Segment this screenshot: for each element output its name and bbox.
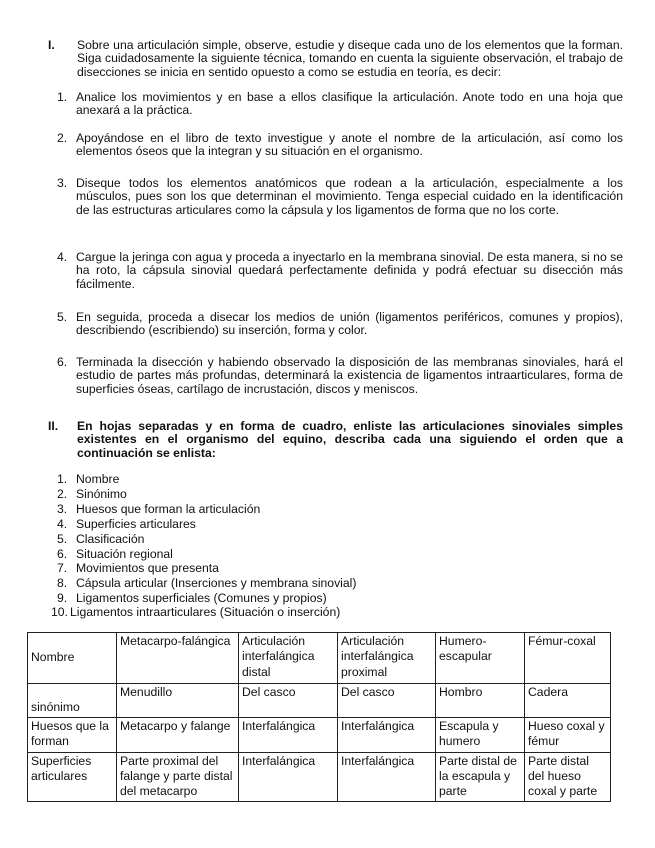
list-item bbox=[57, 577, 356, 589]
step-number: 1. bbox=[57, 90, 68, 104]
table-cell: Interfalángica bbox=[239, 718, 338, 753]
table-row bbox=[28, 684, 611, 718]
step-text: Terminada la disección y habiendo observado la disposición de las membranas sinoviales, hará el estudio de partes más profundas, determinará la existencia de ligamentos intraarticulares, forma de superficies óseas, cartílago de incrustación, discos y meniscos. bbox=[76, 355, 623, 396]
step-text: En seguida, proceda a disecar los medios de unión (ligamentos periféricos, comunes y propios), describiendo (escribiendo) su inserción, forma y color. bbox=[76, 310, 623, 338]
list-number: 8. bbox=[57, 576, 68, 590]
list-item bbox=[57, 562, 219, 574]
section-1-text: Sobre una articulación simple, observe, estudie y diseque cada uno de los elementos que la forman. Siga cuidadosamente la siguiente técnica, tomando en cuenta la siguiente observación, el trabajo de disecciones se inicia en sentido opuesto a como se estudia en teoría, es decir: bbox=[77, 38, 623, 79]
list-text: Movimientos que presenta bbox=[76, 561, 219, 575]
table-row bbox=[28, 633, 611, 684]
list-text: Cápsula articular (Inserciones y membrana sinovial) bbox=[76, 576, 357, 590]
list-number: 4. bbox=[57, 517, 68, 531]
list-number: 10. bbox=[51, 605, 68, 619]
table-cell: Menudillo bbox=[117, 684, 239, 718]
list-number: 1. bbox=[57, 472, 68, 486]
step-number: 5. bbox=[57, 310, 68, 324]
list-text: Ligamentos superficiales (Comunes y propios) bbox=[76, 591, 327, 605]
list-number: 3. bbox=[57, 502, 68, 516]
list-text: Nombre bbox=[76, 472, 120, 486]
list-item bbox=[57, 592, 327, 604]
section-2-numeral: II. bbox=[48, 419, 59, 433]
list-item bbox=[57, 548, 173, 560]
list-number: 2. bbox=[57, 487, 68, 501]
list-text: Huesos que forman la articulación bbox=[76, 502, 261, 516]
table-row bbox=[28, 752, 611, 802]
table-cell: Superficies articulares bbox=[28, 752, 117, 802]
step-number: 6. bbox=[57, 355, 68, 369]
list-text: Sinónimo bbox=[76, 487, 127, 501]
step-text: Diseque todos los elementos anatómicos que rodean a la articulación, especialmente a los músculos, pues son los que determinan el movimiento. Tenga especial cuidado en la identificación de las estructuras articulares como la cápsula y los ligamentos de forma que no los corte. bbox=[76, 176, 623, 217]
table-cell: sinónimo bbox=[28, 684, 117, 718]
list-text: Ligamentos intraarticulares (Situación o inserción) bbox=[70, 605, 341, 619]
table-row bbox=[28, 718, 611, 753]
step-text: Cargue la jeringa con agua y proceda a inyectarlo en la membrana sinovial. De esta manera, si no se ha roto, la cápsula sinovial quedará perfectamente definida y podrá efectuar su disección más fácilmente. bbox=[76, 250, 623, 291]
list-item bbox=[57, 488, 127, 500]
table-cell: Hueso coxal y fémur bbox=[525, 718, 611, 753]
list-number: 6. bbox=[57, 547, 68, 561]
table-cell: Del casco bbox=[239, 684, 338, 718]
table-cell: Articulación interfalángica distal bbox=[239, 633, 338, 684]
step-number: 3. bbox=[57, 176, 68, 190]
list-item bbox=[57, 518, 196, 530]
articulations-table bbox=[27, 632, 611, 802]
list-item bbox=[57, 473, 119, 485]
table-cell: Parte distal del hueso coxal y parte bbox=[525, 752, 611, 802]
table-cell: Metacarpo-falángica bbox=[117, 633, 239, 684]
step-number: 4. bbox=[57, 250, 68, 264]
list-text: Superficies articulares bbox=[76, 517, 196, 531]
list-text: Clasificación bbox=[76, 532, 145, 546]
table-cell: Interfalángica bbox=[239, 752, 338, 802]
table-cell: Huesos que la forman bbox=[28, 718, 117, 753]
table-cell: Metacarpo y falange bbox=[117, 718, 239, 753]
list-item bbox=[57, 503, 260, 515]
list-item bbox=[51, 605, 341, 619]
table-cell: Humero-escapular bbox=[436, 633, 525, 684]
table-cell: Parte proximal del falange y parte distal del metacarpo bbox=[117, 752, 239, 802]
table-cell: Del casco bbox=[338, 684, 436, 718]
table-cell: Interfalángica bbox=[338, 752, 436, 802]
table-cell: Nombre bbox=[28, 633, 117, 684]
table-cell: Escapula y humero bbox=[436, 718, 525, 753]
table-cell: Hombro bbox=[436, 684, 525, 718]
table-cell: Parte distal de la escapula y parte bbox=[436, 752, 525, 802]
list-number: 9. bbox=[57, 591, 68, 605]
section-2-text: En hojas separadas y en forma de cuadro, enliste las articulaciones sinoviales simples existentes en el organismo del equino, describa cada una siguiendo el orden que a continuación se enlista: bbox=[77, 419, 623, 460]
list-item bbox=[57, 533, 144, 545]
step-text: Analice los movimientos y en base a ellos clasifique la articulación. Anote todo en una hoja que anexará a la práctica. bbox=[76, 90, 623, 118]
list-number: 5. bbox=[57, 532, 68, 546]
table-cell: Cadera bbox=[525, 684, 611, 718]
table-cell: Interfalángica bbox=[338, 718, 436, 753]
table-cell: Fémur-coxal bbox=[525, 633, 611, 684]
step-number: 2. bbox=[57, 131, 68, 145]
list-text: Situación regional bbox=[76, 547, 173, 561]
step-text: Apoyándose en el libro de texto investigue y anote el nombre de la articulación, así como los elementos óseos que la integran y su situación en el organismo. bbox=[76, 131, 623, 159]
list-number: 7. bbox=[57, 561, 68, 575]
section-1-numeral: I. bbox=[48, 38, 55, 52]
table-cell: Articulación interfalángica proximal bbox=[338, 633, 436, 684]
